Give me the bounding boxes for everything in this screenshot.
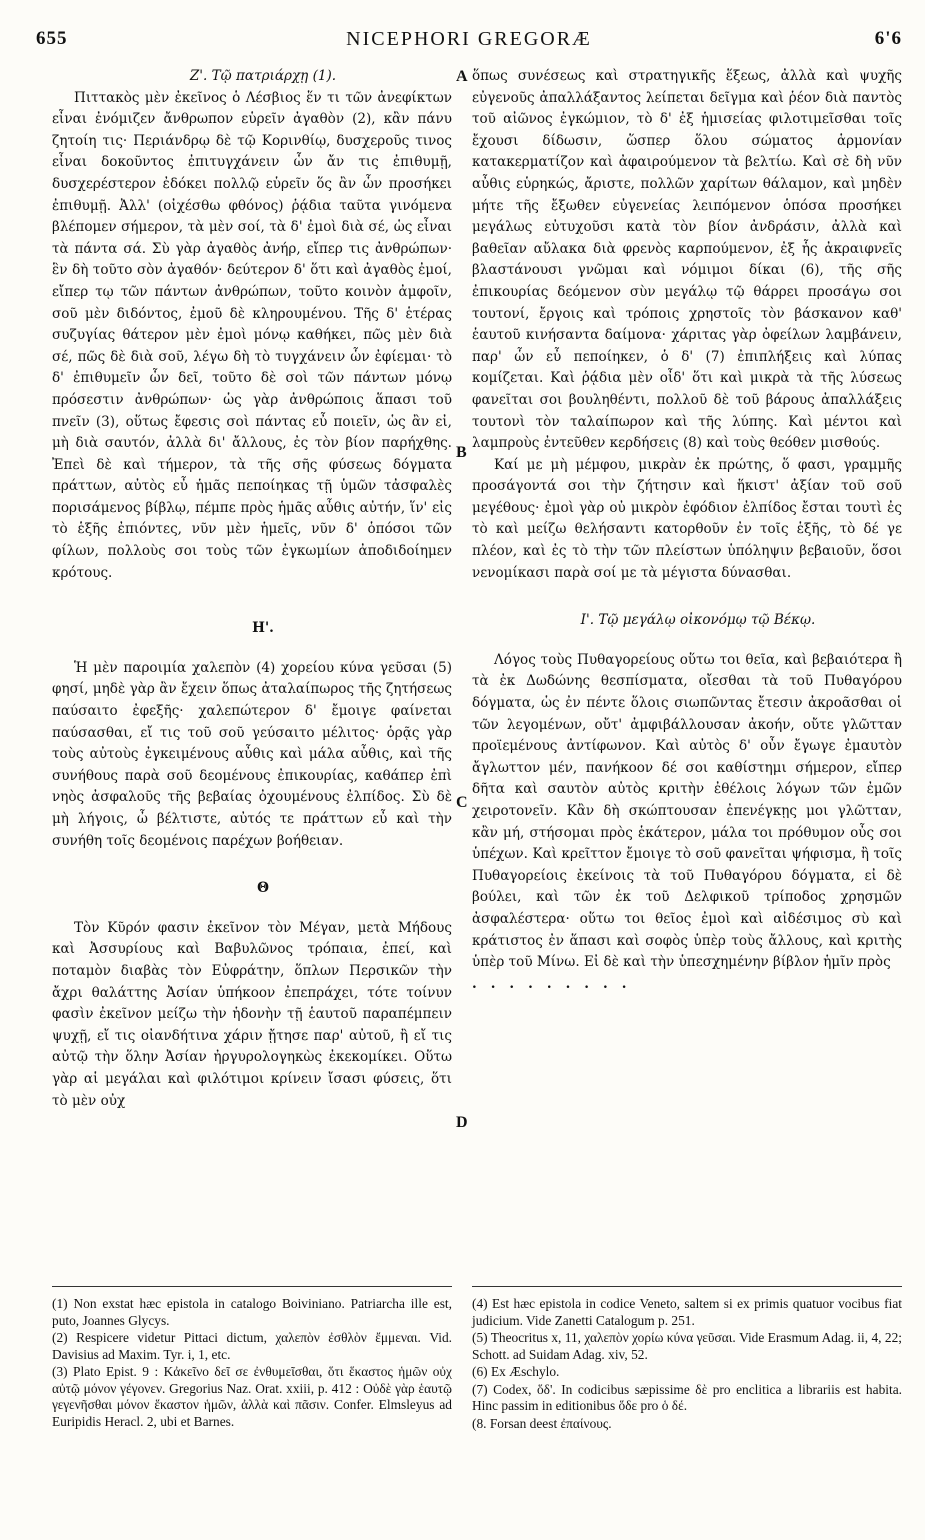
footnote-8: (8. Forsan deest ἐπαίνους. xyxy=(472,1415,612,1431)
footnote-rule-right xyxy=(472,1286,902,1287)
right-column xyxy=(472,66,902,995)
running-header xyxy=(36,28,902,56)
footnote-5: (5) Theocritus x, 11, χαλεπὸν χορίω κύνα γεῦσαι. Vide Erasmum Adag. ii, 4, 22; Schott. ad Suidam Adag. xiv, 52. xyxy=(472,1330,902,1362)
letter-i-heading: Ι'. Τῷ μεγάλῳ οἰκονόμῳ τῷ Βέκῳ. xyxy=(580,612,816,629)
footnotes-left xyxy=(52,1296,452,1431)
running-title: NICEPHORI GREGORÆ xyxy=(346,28,592,50)
margin-letter-b: B xyxy=(456,444,467,461)
footnote-1: (1) Non exstat hæc epistola in catalogo Boiviniano. Patriarcha ille est, puto, Joannes Glycys. xyxy=(52,1296,452,1328)
page-number-left: 655 xyxy=(36,28,68,49)
continued-text: ὅπως συνέσεως καὶ στρατηγικῆς ἕξεως, ἀλλὰ καὶ ψυχῆς εὐγενοῦς ἀπαλλάξαντος λείπεται δεῖγμα καὶ ῥέον διὰ παντὸς τοῦ αἰῶνος ἐγκώμιον, τὸ δ' ἐξ ἡμισείας φιλοτιμεῖσθαι τοῖς ἔχουσι δίδωσιν, ὥσπερ ὅλου σώματος ἁρμονίαν κατακερματίζον καὶ ἀφαιρούμενον τὰ βελτίω. Καὶ σὲ δὴ νῦν αὖθις εὑρηκώς, ἄριστε, πολλῶν χαρίτων θάλαμον, καὶ μηδὲν μήτε τῆς ἔξωθεν εὐγενείας λειπόμενον ὁπόσα προσήκει μεγάλως εὐτυχοῦσι κατὰ τὸν βίον ἀνδράσιν, ἀλλὰ καὶ βαθεῖαν αὔλακα διὰ φρενὸς καρπούμενον, ἐξ ἧς ἀκραιφνεῖς βλαστάνουσι γνῶμαι καὶ νόμιμοι δίκαι (6), τῆς σῆς ἐπικουρίας δεόμενον σὺν μεγάλῳ τῷ θάρρει προσάγω σοι τουτονί, ἔργοις καὶ τρόποις χρηστοῖς τὸν βάσκανον καθ' ἑαυτοῦ κινήσαντα δαίμονα· χάριτας γὰρ ὀφείλων λαμβάνειν, παρ' ὧν εὖ πεποίηκεν, ὁ δ' (7) ἐπιπλήξεις καὶ λύπας κομίζεται. Καὶ ῥᾴδια μὲν οἶδ' ὅτι καὶ μικρὰ τὰ τῆς λύσεως φανεῖται σοι βουληθέντι, πολλοῦ δὲ τοῦ βάρους ἀπαλλάξεις τουτονὶ τὸν ταλαίπωρον καὶ τῆς λύπης. Καὶ μέντοι καὶ λαμπροὺς ἐντεῦθεν κερδήσεις (8) καὶ τοὺς θεόθεν μισθούς. xyxy=(472,68,902,452)
margin-letter-c: C xyxy=(456,794,468,811)
footnotes-right xyxy=(472,1296,902,1433)
margin-letter-a: A xyxy=(456,68,468,85)
letter-h-body: Ἡ μὲν παροιμία χαλεπὸν (4) χορείου κύνα γεῦσαι (5) φησί, μηδὲ γὰρ ἂν ἔχειν ὅπως ἀταλαίπωρος τῆς ζητήσεως παύσαιτο ἐφεξῆς· χαλεπώτερον δ' ἔμοιγε φαίνεται παύσασθαι, εἴ τις τοῦ σοῦ γεύσαιτο μέλιτος· ὁρᾷς γὰρ τοὺς αὐτοὺς ἐγκειμένους αὖθις καὶ μάλα αὖθις, καὶ τῆς συνήθους παρὰ σοῦ δεομένους ἐπικουρίας, καθάπερ ἐπὶ νηὸς ἀσφαλοῦς τῆς βεβαίας ὀχουμένους ἐλπίδος. Σὺ δὲ μὴ λήγοις, ὦ βέλτιστε, αὐτός τε πράττων εὖ καὶ τὴν συνήθη τοῖς δεομένοις παρέχων βοήθειαν. xyxy=(52,659,452,849)
lacuna-dots: ......... xyxy=(472,975,641,992)
continued-text-2: Καί με μὴ μέμφου, μικρὰν ἐκ πρώτης, ὅ φασι, γραμμῆς προσάγοντά σοι τὴν ζήτησιν καὶ ἥκιστ' ἀξίαν τοῦ σοῦ μεγέθους· ἐμοὶ γὰρ οὐ μικρὸν ἐφόδιον ἐλπίδος ἔσται τουτὶ ἐς τὸ καὶ μείζω θελήσαντι κατορθοῦν ἐν τοῖς ἑξῆς, τὸ δέ γε πλέον, καὶ ἐς τὸ τὴν τῶν πλείστων ὑπόληψιν βεβαιοῦν, ὅσοι νενομίκασι παρὰ σοί με τὰ μέγιστα δύνασθαι. xyxy=(472,456,902,581)
footnote-2: (2) Respicere videtur Pittaci dictum, χαλεπὸν ἐσθλὸν ἔμμεναι. Vid. Davisius ad Maxim. Tyr. i, 1, etc. xyxy=(52,1330,452,1362)
footnote-4: (4) Est hæc epistola in codice Veneto, saltem si ex primis quatuor vocibus fiat judicium. Vide Zanetti Catalogum p. 251. xyxy=(472,1296,902,1328)
footnote-3: (3) Plato Epist. 9 : Κἀκεῖνο δεῖ σε ἐνθυμεῖσθαι, ὅτι ἕκαστος ἡμῶν οὐχ αὐτῷ μόνον γέγονεν. Gregorius Naz. Orat. xxiii, p. 412 : Οὐδὲ γὰρ ἑαυτῷ γεγενῆσθαι μόνον ἕκαστον ἡμῶν, ἀλλὰ καὶ πᾶσιν. Confer. Elmsleyus ad Euripidis Heracl. 2, ubi et Barnes. xyxy=(52,1364,452,1429)
letter-h-heading: Η'. xyxy=(252,620,274,637)
footnote-6: (6) Ex Æschylo. xyxy=(472,1364,560,1379)
letter-th-heading: Θ xyxy=(257,880,269,897)
letter-i-body: Λόγος τοὺς Πυθαγορείους οὕτω τοι θεῖα, καὶ βεβαιότερα ἢ τὰ ἐκ Δωδώνης θεσπίσματα, οἴεσθαι τὰ τοῦ Πυθαγόρου δόγματα, ὡς ἐν πέντε ὅλοις σιωπῶντας ἔτεσιν ἀκροᾶσθαι οἱ τῶν λεγομένων, οὔτ' ἀμφιβάλλουσαν ἀκοήν, οὔτε γλῶτταν προϊεμένους ἀντίφωνον. Καὶ αὐτὸς δ' οὖν ἔγωγε ἐμαυτὸν ἄγλωττον μέν, πανήκοον δέ σοι καθίστημι σήμερον, εἴπερ δῆτα καὶ σαυτὸν αὐτὸς κριτὴν ἐθέλοις λόγων τῶν ἐμῶν χειροτονεῖν. Κἂν δὴ σκώπτουσαν ἐπενέγκῃς μοι γλῶτταν, κἂν μή, στήσομαι πρὸς ἑκάτερον, μάλα τοι πρόθυμον οὖς σοι ὑπέχων. Καὶ κρεῖττον ἔμοιγε τὸ σοῦ φανεῖται ψήφισμα, ἢ τοῖς Πυθαγορείοις ἐκείνοις τὰ τοῦ Πυθαγόρου δόγματα, εἰ δὲ βούλει, καὶ τῶν ἐκ τοῦ Δελφικοῦ τρίποδος χρησμῶν ἀσφαλέστερα· οὕτω τοι θεῖος ἐμοὶ καὶ αἰδέσιμος σὺ καὶ κράτιστος ἐν ἅπασι καὶ σοφὸς ὑπὲρ τοὺς ἄλλους, καὶ κριτὴς ὑπὲρ τοῦ Μίνω. Εἰ δὲ καὶ τὴν ὑπεσχημένην βίβλον ἡμῖν πρὸς xyxy=(472,651,902,971)
margin-letter-d: D xyxy=(456,1114,468,1131)
footnote-rule-left xyxy=(52,1286,452,1287)
left-column xyxy=(52,66,452,1112)
letter-z-heading: Ζ'. Τῷ πατριάρχῃ (1). xyxy=(189,68,337,84)
footnote-7: (7) Codex, ὅδ'. In codicibus sæpissime δὲ pro enclitica a librariis est habita. Hinc passim in editionibus ὅδε pro ὁ δέ. xyxy=(472,1381,902,1413)
letter-z-body: Πιττακὸς μὲν ἐκεῖνος ὁ Λέσβιος ἕν τι τῶν ἀνεφίκτων εἶναι ἐνόμιζεν ἄνθρωπον εὑρεῖν ἀγαθὸν (2), κἂν πάνυ ζητοίη τις· Περιάνδρῳ δὲ τῷ Κορινθίῳ, δυσχεροῦς τινος εἶναι δοκοῦντος ἐπιτυγχάνειν ὧν ἄν τις ἐπιθυμῇ, δυσχερέστερον ἐδόκει πολλῷ εὑρεῖν ὅς ἂν ὧν προσήκει ἐπιθυμῇ. Ἀλλ' (οἰχέσθω φθόνος) ῥᾴδια ταῦτα γινόμενα βλέπομεν σήμερον, τὰ μὲν σοί, τὰ δ' ἐμοὶ διὰ σέ, ὡς εἶναι τὰ πάντα σά. Σὺ γὰρ ἀγαθὸς ἀνήρ, εἴπερ τις ἀνθρώπων· ἓν δὴ τοῦτο σὸν ἀγαθόν· δεύτερον δ' ὅτι καὶ ἀγαθὸς ἐμοί, εἴπερ τῳ τῶν πάντων ἀνθρώπων, τοῦτο κοινὸν ἀμφοῖν, σοῦ μὲν διδόντος, ἐμοῦ δὲ κληρουμένου. Τῆς δ' ἑτέρας συζυγίας θάτερον μὲν ἐμοὶ μόνῳ καθήκει, πῶς μὲν διὰ σέ, πῶς δὲ διὰ σοῦ, λέγω δὴ τὸ τυγχάνειν ὧν ἐφίεμαι· τὸ δ' ἐπιθυμεῖν ὧν δεῖ, τοῦτο δὲ σοὶ τῶν πάντων μόνῳ πρόσεστιν ἀνθρώπων· ὡς γὰρ ἀνθρώποις ἅπασι τοῦ πνεῖν (3), οὕτως ἔφεσις σοὶ πάντας εὖ ποιεῖν, ὡς ἂν εἰ, μὴ διὰ σαυτόν, ἀλλὰ δι' ἄλλους, ἐς τὸν βίον παρήχθης. Ἐπεὶ δὲ καὶ τήμερον, τὰ τῆς σῆς φύσεως δόγματα πράττων, αὐτὸς εὖ ἡμᾶς πεποίηκας τῇ ὑμῶν τἀσφαλὲς πορισάμενος βίβλῳ, πέμπε πρὸς ἡμᾶς αὖθις αὐτήν, ἵν' εἰς τὸ ἑξῆς ἐπιόντες, νῦν μὲν ἡμεῖς, νῦν δ' ὁπόσοι τῶν φίλων, πολλοὺς σοι τοὺς τῶν ἐγκωμίων ἀποδιδοίημεν κρότους. xyxy=(52,89,452,581)
letter-th-body: Τὸν Κῦρόν φασιν ἐκεῖνον τὸν Μέγαν, μετὰ Μήδους καὶ Ἀσσυρίους καὶ Βαβυλῶνος τρόπαια, ἐπεί, καὶ ποταμὸν διαβὰς τὸν Εὐφράτην, ὅπλων Περσικῶν τὴν ἄχρι θαλάττης Ἀσίαν ὑπήκοον ἐπεπράχει, τότε τοίνυν φασὶν ἐκεῖνον μείζω τὴν ἡδονὴν τῇ ἑαυτοῦ παραπέμπειν ψυχῇ, εἴ τις οἰανδήτινα χάριν ᾔτησε παρ' αὐτοῦ, ἢ εἴ τις αὐτῷ τὴν ὅλην Ἀσίαν ἠργυρολογηκὼς ἐκεκομίκει. Οὕτω γὰρ αἱ μεγάλαι καὶ φιλότιμοι κρίνειν ἴσασι φύσεις, ὅτι τὸ μὲν οὐχ xyxy=(52,919,452,1109)
page-number-right: 6'6 xyxy=(874,28,902,49)
